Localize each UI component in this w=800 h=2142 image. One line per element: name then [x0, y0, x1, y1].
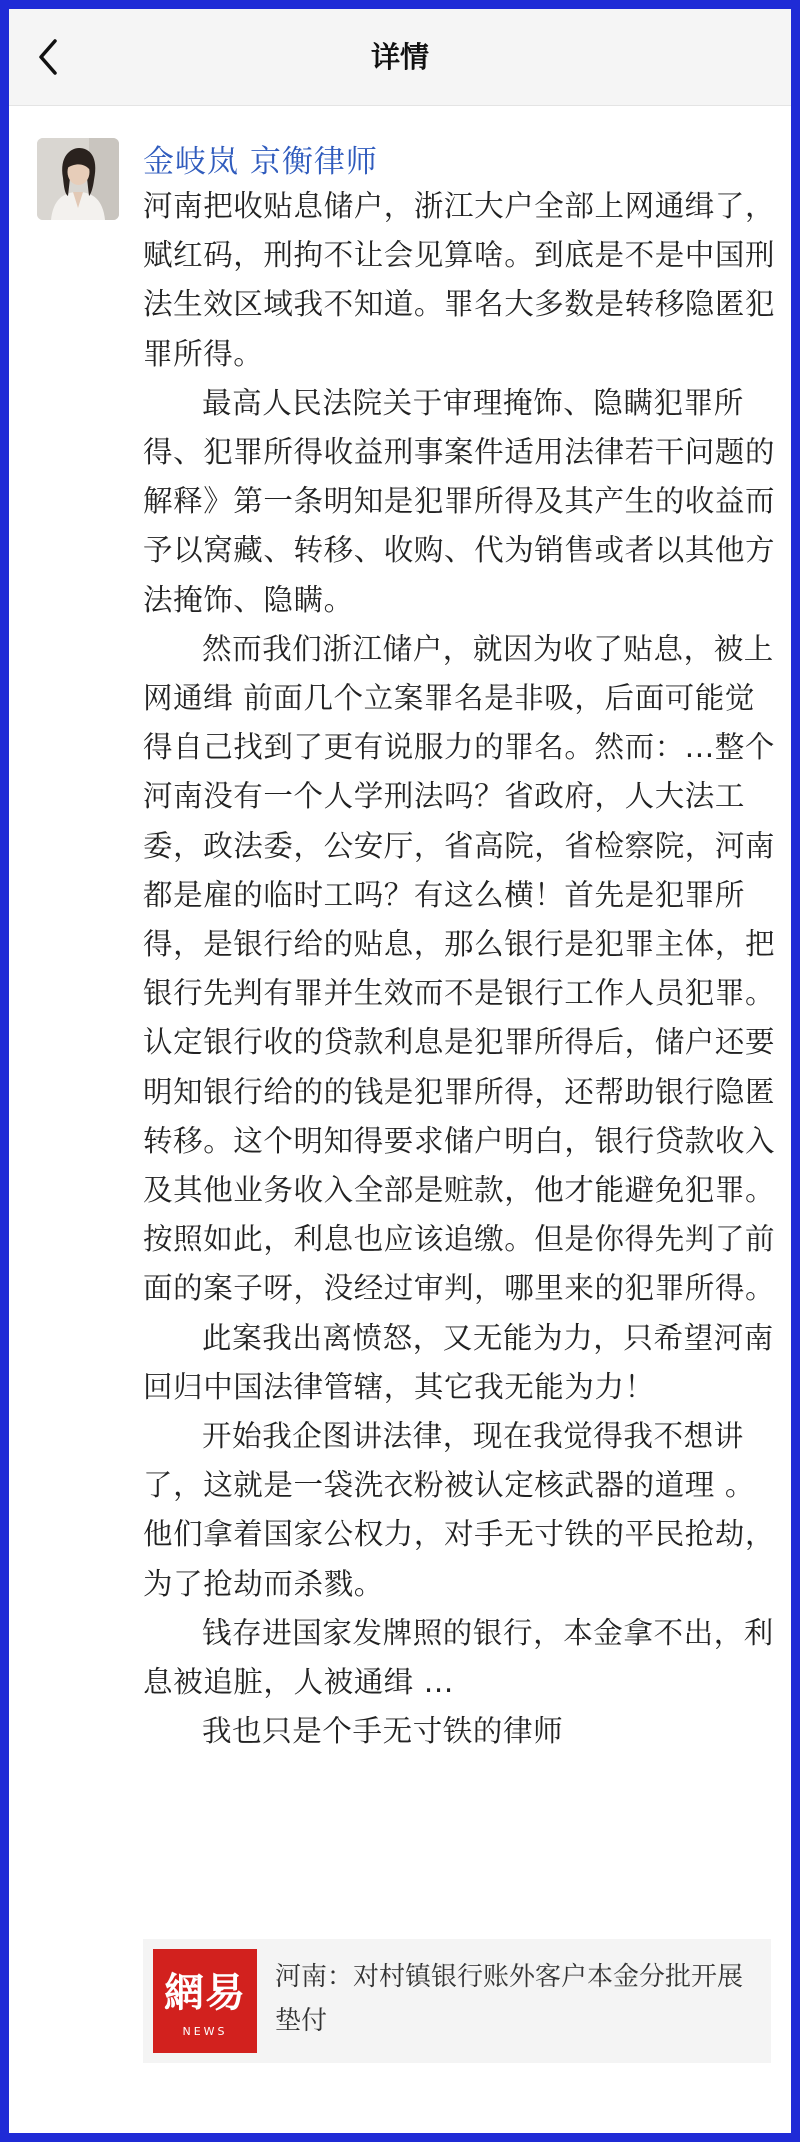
- post-paragraph: 开始我企图讲法律，现在我觉得我不想讲了，这就是一袋洗衣粉被认定核武器的道理 。他们拿着国家公权力，对手无寸铁的平民抢劫，为了抢劫而杀戮。: [143, 1419, 776, 1601]
- avatar[interactable]: [37, 138, 119, 220]
- post-paragraph: 然而我们浙江储户，就因为收了贴息，被上网通缉 前面几个立案罪名是非吸，后面可能觉得自己找到了更有说服力的罪名。然而：...整个河南没有一个人学刑法吗？省政府，人大法工委，政法委，公安厅，省高院，省检察院，河南都是雇的临时工吗？有这么横！首先是犯罪所得，是银行给的贴息，那么银行是犯罪主体，把银行先判有罪并生效而不是银行工作人员犯罪。认定银行收的贷款利息是犯罪所得后，储户还要明知银行给的的钱是犯罪所得，还帮助银行隐匿转移。这个明知得要求储户明白，银行贷款收入及其他业务收入全部是赃款，他才能避免犯罪。按照如此，利息也应该追缴。但是你得先判了前面的案子呀，没经过审判，哪里来的犯罪所得。: [143, 631, 776, 1306]
- post-paragraph: 此案我出离愤怒，又无能为力，只希望河南回归中国法律管辖，其它我无能为力！: [143, 1320, 774, 1404]
- person-photo-icon: [37, 138, 119, 220]
- post-paragraph: 河南把收贴息储户，浙江大户全部上网通缉了，赋红码，刑拘不让会见算啥。到底是不是中国刑法生效区域我不知道。罪名大多数是转移隐匿犯罪所得。: [143, 189, 776, 371]
- netease-news-logo: [153, 1949, 257, 2053]
- author-name[interactable]: 金岐岚 京衡律师: [143, 144, 378, 180]
- post-content: [143, 182, 777, 1757]
- post-paragraph: 钱存进国家发牌照的银行，本金拿不出，利息被追脏，人被通缉 ...: [143, 1615, 774, 1700]
- post-paragraph: 最高人民法院关于审理掩饰、隐瞒犯罪所得、犯罪所得收益刑事案件适用法律若干问题的解释》第一条明知是犯罪所得及其产生的收益而予以窝藏、转移、收购、代为销售或者以其他方法掩饰、隐瞒。: [143, 385, 776, 617]
- logo-text: 網易: [164, 1969, 246, 2016]
- post-paragraph: 我也只是个手无寸铁的律师: [202, 1714, 564, 1749]
- top-nav-bar: [9, 9, 791, 105]
- header-divider: [9, 105, 791, 106]
- app-screen: [9, 9, 791, 2133]
- linked-news-card[interactable]: [143, 1939, 771, 2063]
- news-card-title[interactable]: 河南：对村镇银行账外客户本金分批开展垫付: [275, 1962, 744, 2036]
- logo-subtext: NEWS: [182, 2025, 228, 2038]
- page-title: 详情: [370, 40, 429, 74]
